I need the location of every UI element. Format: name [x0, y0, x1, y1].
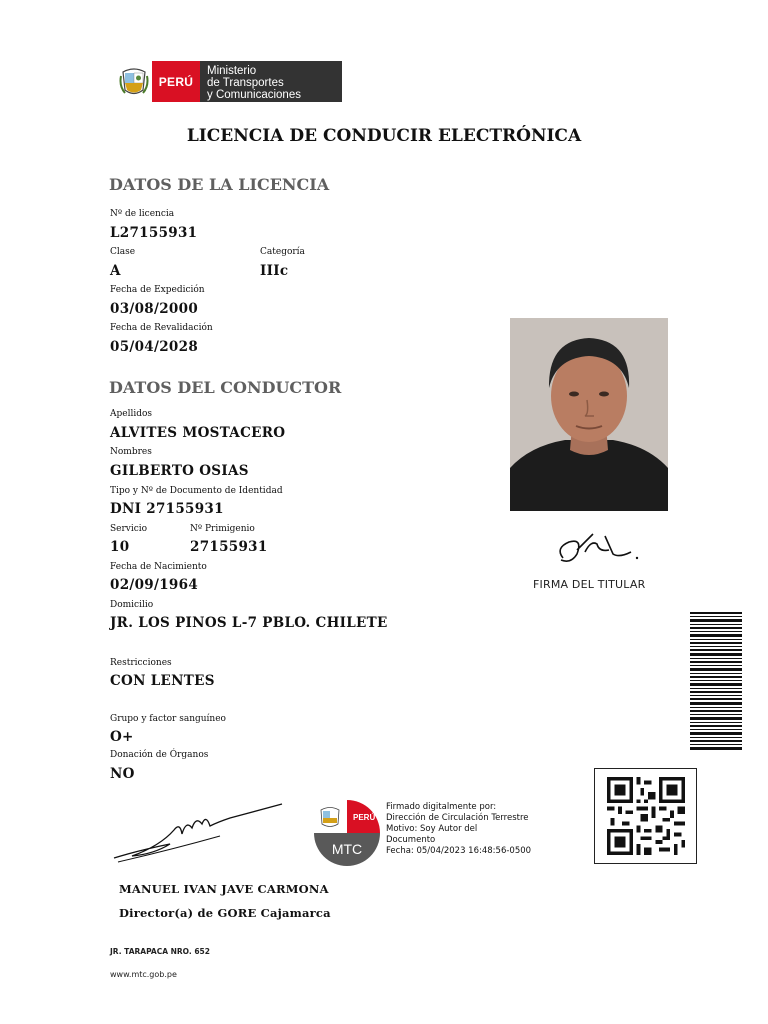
digital-signature-line: Firmado digitalmente por:	[386, 802, 497, 812]
id-document: DNI 27155931	[110, 501, 224, 517]
organ-donation: NO	[110, 766, 135, 782]
license-section-title: DATOS DE LA LICENCIA	[109, 175, 330, 194]
address: JR. LOS PINOS L-7 PBLO. CHILETE	[110, 615, 388, 631]
license-number-label: Nº de licencia	[110, 209, 175, 219]
id-document-label: Tipo y Nº de Documento de Identidad	[110, 486, 283, 496]
digital-signature-line: Fecha: 05/04/2023 16:48:56-0500	[386, 846, 532, 856]
ministry-name: Ministerio de Transportes y Comunicaciones	[200, 61, 342, 102]
license-number: L27155931	[110, 225, 198, 241]
restrictions-label: Restricciones	[110, 658, 172, 668]
issue-date-label: Fecha de Expedición	[110, 285, 205, 295]
footer-address: JR. TARAPACA NRO. 652	[110, 947, 210, 956]
names-label: Nombres	[110, 447, 152, 457]
director-signature	[110, 800, 288, 866]
digital-signature-line: Dirección de Circulación Terrestre	[386, 813, 529, 823]
surname: ALVITES MOSTACERO	[110, 425, 286, 441]
names: GILBERTO OSIAS	[110, 463, 249, 479]
address-label: Domicilio	[110, 600, 154, 610]
blood-type: O+	[110, 729, 134, 745]
class-label: Clase	[110, 247, 136, 257]
surname-label: Apellidos	[110, 409, 153, 419]
restrictions: CON LENTES	[110, 673, 215, 689]
driver-section-title: DATOS DEL CONDUCTOR	[109, 378, 342, 397]
origin-number: 27155931	[190, 539, 268, 555]
holder-signature-label: FIRMA DEL TITULAR	[533, 578, 646, 591]
country-tag: PERÚ	[152, 61, 200, 102]
origin-number-label: Nº Primigenio	[190, 524, 255, 534]
birth-date-label: Fecha de Nacimiento	[110, 562, 207, 572]
holder-signature	[553, 530, 645, 568]
digital-signature-info	[386, 802, 531, 857]
birth-date: 02/09/1964	[110, 577, 199, 593]
category-label: Categoría	[260, 247, 305, 257]
service-value: 10	[110, 539, 130, 555]
document-title: LICENCIA DE CONDUCIR ELECTRÓNICA	[186, 126, 582, 146]
mtc-seal-icon	[313, 800, 381, 866]
class-value: A	[110, 263, 121, 279]
digital-signature-line: Motivo: Soy Autor del	[386, 824, 478, 834]
seal-country: PERÚ	[353, 813, 376, 822]
service-label: Servicio	[110, 524, 148, 534]
organ-donation-label: Donación de Órganos	[110, 750, 209, 760]
director-name: MANUEL IVAN JAVE CARMONA	[119, 882, 329, 896]
issue-date: 03/08/2000	[110, 301, 199, 317]
barcode-icon	[690, 612, 742, 750]
director-title: Director(a) de GORE Cajamarca	[119, 906, 331, 920]
blood-type-label: Grupo y factor sanguíneo	[110, 714, 226, 724]
footer-website: www.mtc.gob.pe	[110, 970, 177, 979]
qr-code-icon	[605, 777, 687, 855]
coat-of-arms-icon	[116, 61, 152, 102]
ministry-logo	[116, 61, 342, 102]
revalidation-date-label: Fecha de Revalidación	[110, 323, 213, 333]
holder-photo	[510, 318, 668, 511]
category-value: IIIc	[260, 263, 289, 279]
seal-text: MTC	[331, 841, 363, 857]
revalidation-date: 05/04/2028	[110, 339, 199, 355]
digital-signature-line: Documento	[386, 835, 436, 845]
qr-code	[594, 768, 697, 864]
